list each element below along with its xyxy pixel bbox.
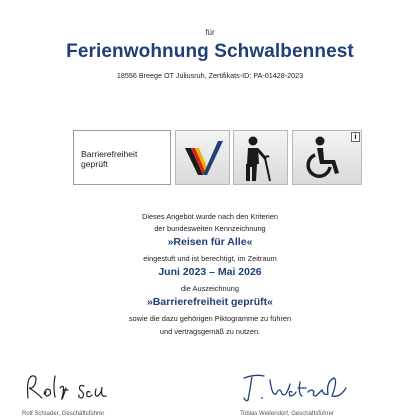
body-line-2: der bundesweiten Kennzeichnung [154, 224, 266, 233]
address-line: 18556 Breege OT Juliusruh, Zertifikats-ID: PA-01428-2023 [116, 71, 304, 80]
award-name: »Barrierefreiheit geprüft« [146, 296, 274, 308]
page-title: Ferienwohnung Schwalbennest [66, 41, 354, 62]
body-line-8: sowie die dazu gehörigen Piktogramme zu führen [128, 314, 292, 323]
body-line-4: eingestuft und ist berechtigt, im Zeitraum [143, 254, 277, 263]
badge-label-box [73, 130, 171, 185]
badge-label-line1: Barrierefreiheit [81, 149, 138, 159]
body-line-9: und vertragsgemäß zu nutzen. [159, 327, 261, 336]
signature-left-label: Rolf Schrader, Geschäftsführer [22, 411, 105, 417]
signature-left [22, 368, 142, 404]
body-line-6: die Auszeichnung [181, 284, 239, 293]
check-logo-icon [175, 130, 230, 185]
info-icon[interactable]: i [351, 132, 360, 142]
wheelchair-user-icon [292, 130, 362, 185]
validity-period: Juni 2023 – Mai 2026 [158, 266, 262, 278]
label-reisen-fuer-alle: »Reisen für Alle« [167, 236, 253, 248]
signature-right-label: Tobias Weitendorf, Geschäftsführer [240, 411, 334, 417]
signature-right [240, 368, 360, 404]
body-line-1: Dieses Angebot wurde nach den Kriterien [142, 212, 278, 221]
badge-label-line2: geprüft [81, 159, 108, 169]
walking-with-cane-icon [233, 130, 288, 185]
preposition-text: für [205, 28, 215, 37]
